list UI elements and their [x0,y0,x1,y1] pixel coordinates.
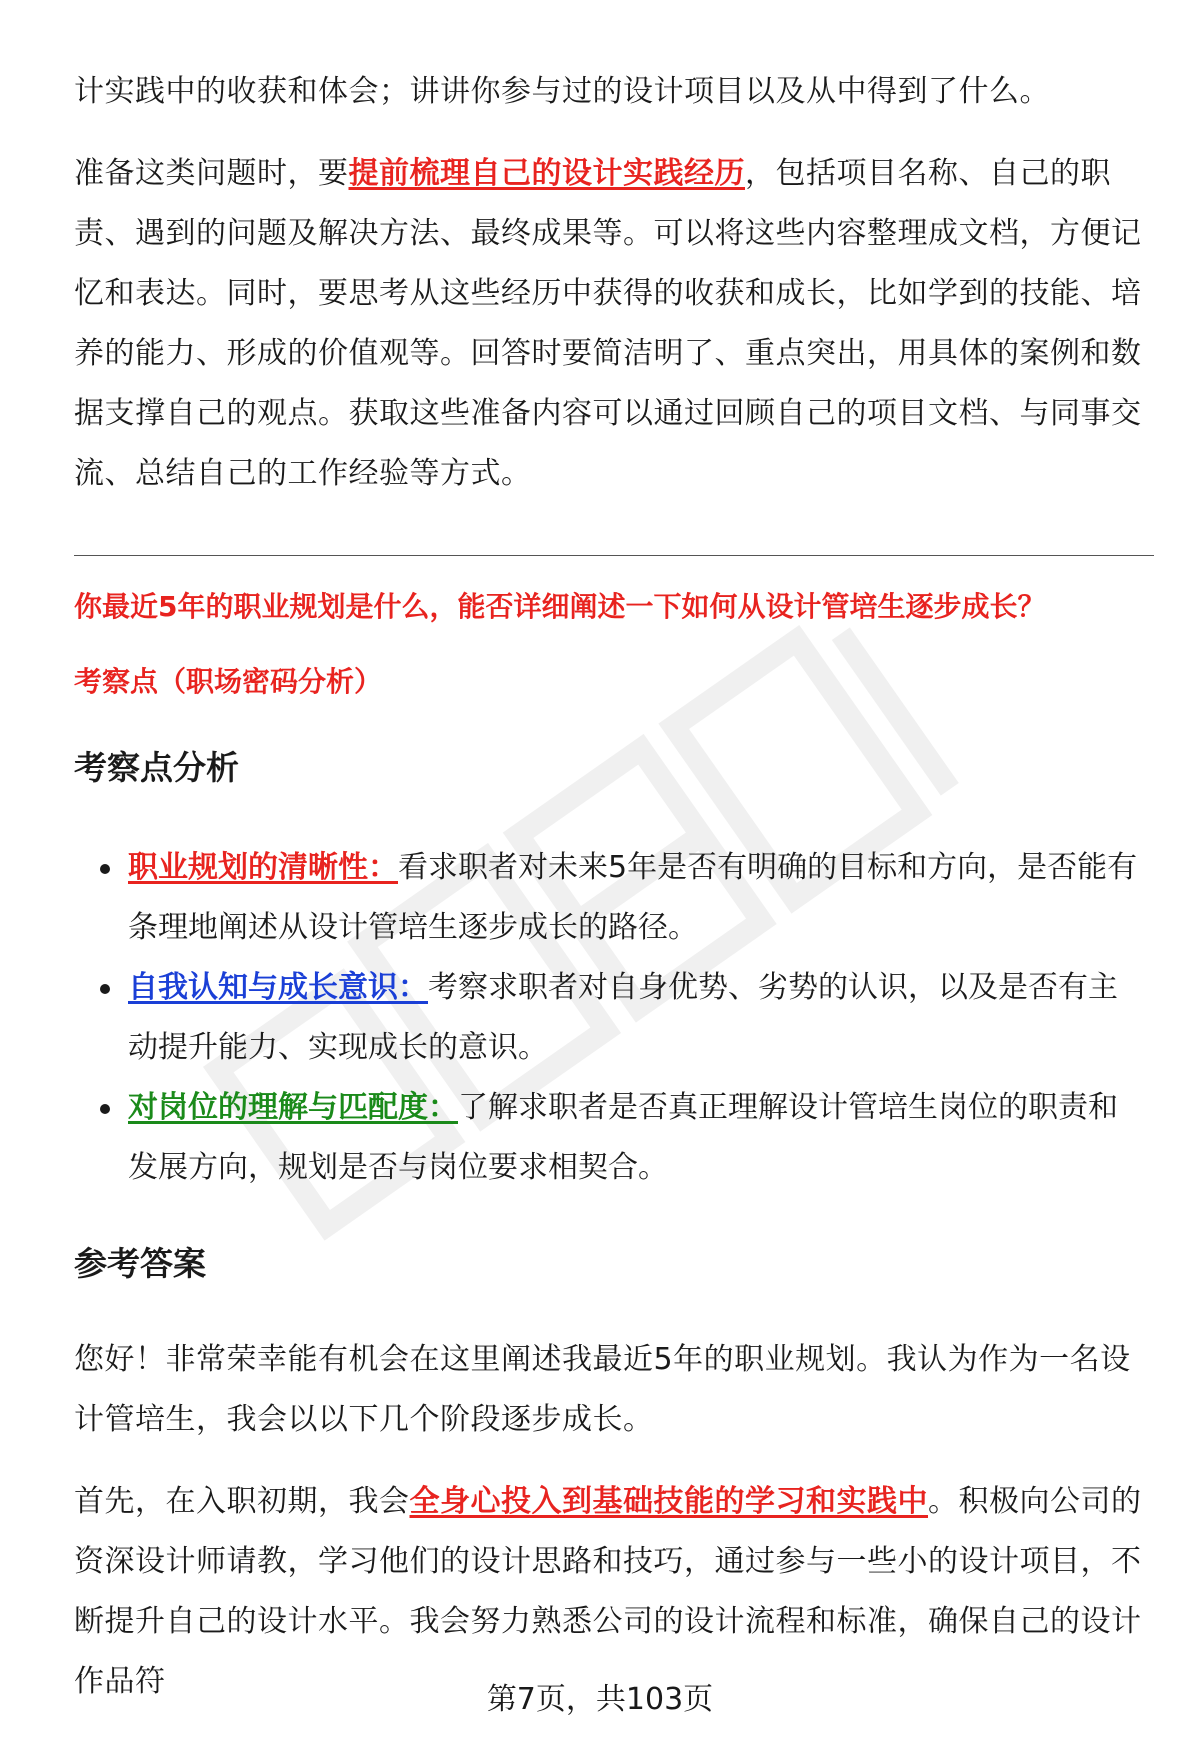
list-item [96,958,1146,1078]
answer-paragraph: 您好！非常荣幸能有机会在这里阐述我最近5年的职业规划。我认为作为一名设计管培生，我会以以下几个阶段逐步成长。 [74,1342,1131,1437]
question-title: 你最近5年的职业规划是什么，能否详细阐述一下如何从设计管培生逐步成长？ [74,590,1046,623]
analysis-heading: 考察点分析 [74,748,239,787]
item-label: 职业规划的清晰性： [128,850,398,885]
list-item [96,1078,1146,1198]
item-text: 看求职者对未来5年是否有明确的目标和方向，是否能有条理地阐述从设计管培生逐步成长的路径。 [128,850,1138,945]
page-number: 第7页，共103页 [486,1682,714,1717]
item-text: 了解求职者是否真正理解设计管培生岗位的职责和发展方向，规划是否与岗位要求相契合。 [128,1090,1118,1185]
document-body [74,62,1144,504]
item-label: 对岗位的理解与匹配度： [128,1090,458,1125]
list-item [96,838,1146,958]
analysis-list [96,838,1146,1198]
item-label: 自我认知与成长意识： [128,970,428,1005]
text-run: 准备这类问题时，要 [74,156,349,191]
question-subtitle: 考察点（职场密码分析） [74,665,383,698]
preparation-paragraph [74,144,1144,504]
bullet-icon [100,1104,110,1114]
item-text: 考察求职者对自身优势、劣势的认识，以及是否有主动提升能力、实现成长的意识。 [128,970,1118,1065]
answer-body [74,1330,1154,1712]
highlight-text: 全身心投入到基础技能的学习和实践中 [409,1484,928,1519]
text-run: ，包括项目名称、自己的职责、遇到的问题及解决方法、最终成果等。可以将这些内容整理成文档，方便记忆和表达。同时，要思考从这些经历中获得的收获和成长，比如学到的技能、培养的能力、形成的价值观等。回答时要简洁明了、重点突出，用具体的案例和数据支撑自己的观点。获取这些准备内容可以通过回顾自己的项目文档、与同事交流、总结自己的工作经验等方式。 [74,156,1142,491]
text-run: 首先，在入职初期，我会 [74,1484,410,1519]
bullet-icon [100,864,110,874]
bullet-icon [100,984,110,994]
intro-line: 计实践中的收获和体会；讲讲你参与过的设计项目以及从中得到了什么。 [74,74,1050,109]
highlight-text: 提前梳理自己的设计实践经历 [348,156,745,191]
answer-heading: 参考答案 [74,1244,206,1283]
section-divider [74,555,1154,556]
text-run: 。积极向公司的资深设计师请教，学习他们的设计思路和技巧，通过参与一些小的设计项目，不断提升自己的设计水平。我会努力熟悉公司的设计流程和标准，确保自己的设计作品符 [74,1484,1142,1699]
